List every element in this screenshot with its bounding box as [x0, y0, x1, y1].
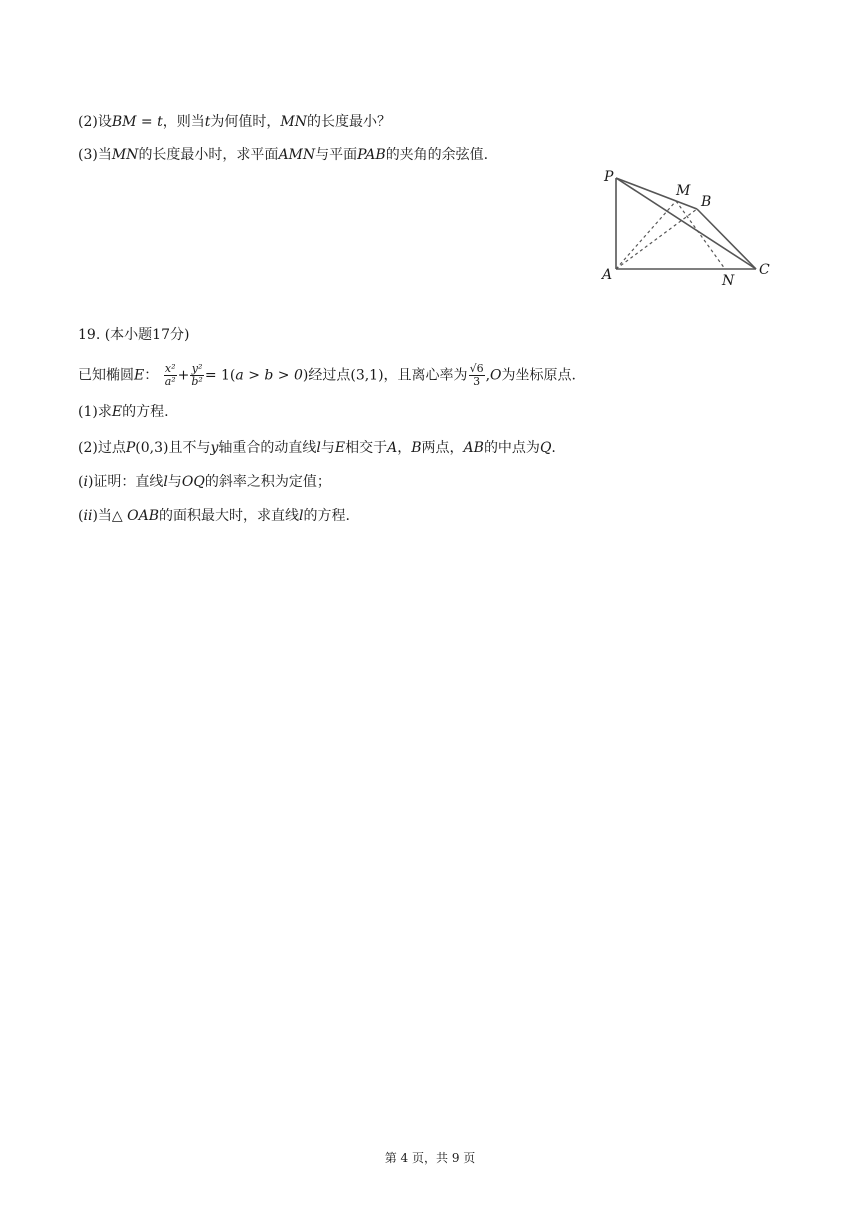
math-expression: AB	[463, 440, 484, 456]
text-segment: (2)过点	[78, 440, 126, 456]
text-segment: 的长度最小？	[306, 114, 391, 130]
fraction-sqrt6-3	[469, 363, 485, 388]
edge-AB-dashed	[616, 209, 697, 269]
part-label-close: )	[92, 508, 98, 524]
text-segment: 且不与	[168, 440, 211, 456]
math-variable: l	[299, 508, 304, 524]
math-variable: Q	[539, 440, 552, 456]
text-segment: 已知椭圆	[78, 367, 134, 384]
fraction-denominator: a²	[164, 375, 176, 388]
math-variable: E	[134, 367, 145, 384]
math-variable: t	[204, 114, 211, 130]
fraction-x2-a2	[164, 363, 177, 388]
label-A: A	[602, 267, 613, 283]
text-segment: 与	[167, 474, 182, 490]
fraction-denominator: b²	[191, 375, 203, 388]
part-label-open: (	[78, 508, 84, 524]
problem19-part-ii	[78, 506, 350, 526]
text-segment: 的面积最大时，求直线	[159, 508, 300, 524]
text-segment: ,	[485, 367, 491, 384]
text-segment: 证明：直线	[93, 474, 164, 490]
text-segment: (0,3)	[135, 440, 169, 456]
math-expression: OAB	[127, 508, 160, 524]
fraction-denominator: 3	[473, 375, 481, 388]
math-variable: A	[387, 440, 398, 456]
math-expression: MN	[111, 147, 139, 163]
math-variable: B	[411, 440, 422, 456]
text-segment: = 1(	[204, 367, 236, 384]
geometry-figure	[596, 166, 780, 290]
text-segment: 为何值时，	[210, 114, 281, 130]
operator: +	[177, 367, 190, 384]
text-segment: 的斜率之积为定值；	[204, 474, 331, 490]
math-expression: a > b > 0	[235, 367, 303, 384]
problem19-part-i	[78, 472, 331, 492]
problem19-part2	[78, 438, 556, 458]
math-variable: y	[210, 440, 219, 456]
text-segment: 轴重合的动直线	[218, 440, 317, 456]
edge-BC	[697, 209, 756, 269]
text-segment: ，	[397, 440, 412, 456]
part-label-close: )	[87, 474, 94, 490]
math-variable: l	[316, 440, 321, 456]
part-label: ii	[83, 508, 93, 524]
text-segment: ：	[144, 367, 159, 384]
text-segment: 当	[97, 508, 112, 524]
triangle-symbol: △	[111, 508, 128, 524]
label-N: N	[722, 273, 735, 289]
math-expression: OQ	[181, 474, 205, 490]
text-segment: (3)当	[78, 147, 112, 163]
label-C: C	[759, 262, 770, 278]
math-expression: PAB	[357, 147, 386, 163]
text-segment: 经过点(3,1)，且离心率为	[308, 367, 468, 384]
part-label: i	[83, 474, 88, 490]
text-segment: 的夹角的余弦值.	[385, 147, 489, 163]
problem19-statement	[78, 363, 576, 388]
problem18-part2	[78, 112, 391, 132]
text-segment: 的方程.	[303, 508, 350, 524]
text-segment: 两点，	[421, 440, 464, 456]
math-variable: l	[163, 474, 168, 490]
label-P: P	[604, 169, 614, 185]
text-segment: 与平面	[315, 147, 358, 163]
text-segment: 的方程.	[122, 404, 169, 420]
problem19-part1	[78, 402, 169, 422]
math-expression: MN	[280, 114, 307, 130]
text-segment: 与	[320, 440, 335, 456]
problem19-header: 19. (本小题17分)	[78, 327, 190, 343]
fraction-numerator: x²	[164, 362, 176, 375]
math-variable: E	[334, 440, 346, 456]
text-segment: .	[551, 440, 556, 456]
math-expression: AMN	[278, 147, 316, 163]
math-variable: P	[125, 440, 136, 456]
text-segment: 为坐标原点.	[501, 367, 576, 384]
text-segment: (1)求	[78, 404, 112, 420]
math-variable: O	[490, 367, 502, 384]
label-M: M	[676, 183, 691, 199]
text-segment: 的中点为	[483, 440, 540, 456]
text-segment: 相交于	[345, 440, 388, 456]
page-footer: 第 4 页，共 9 页	[384, 1151, 476, 1165]
label-B: B	[701, 194, 712, 210]
text-segment: 的长度最小时，求平面	[138, 147, 279, 163]
math-variable: E	[111, 404, 123, 420]
text-segment: (2)设	[78, 114, 112, 130]
text-segment: ，则当	[162, 114, 205, 130]
fraction-numerator: y²	[191, 362, 203, 375]
problem18-part3	[78, 145, 488, 165]
text-segment: )	[302, 367, 309, 384]
edge-MN-dashed	[676, 201, 725, 269]
fraction-numerator: √6	[469, 362, 484, 375]
math-expression: BM = t	[111, 114, 163, 130]
fraction-y2-b2	[190, 363, 203, 388]
part-label-open: (	[78, 474, 84, 490]
